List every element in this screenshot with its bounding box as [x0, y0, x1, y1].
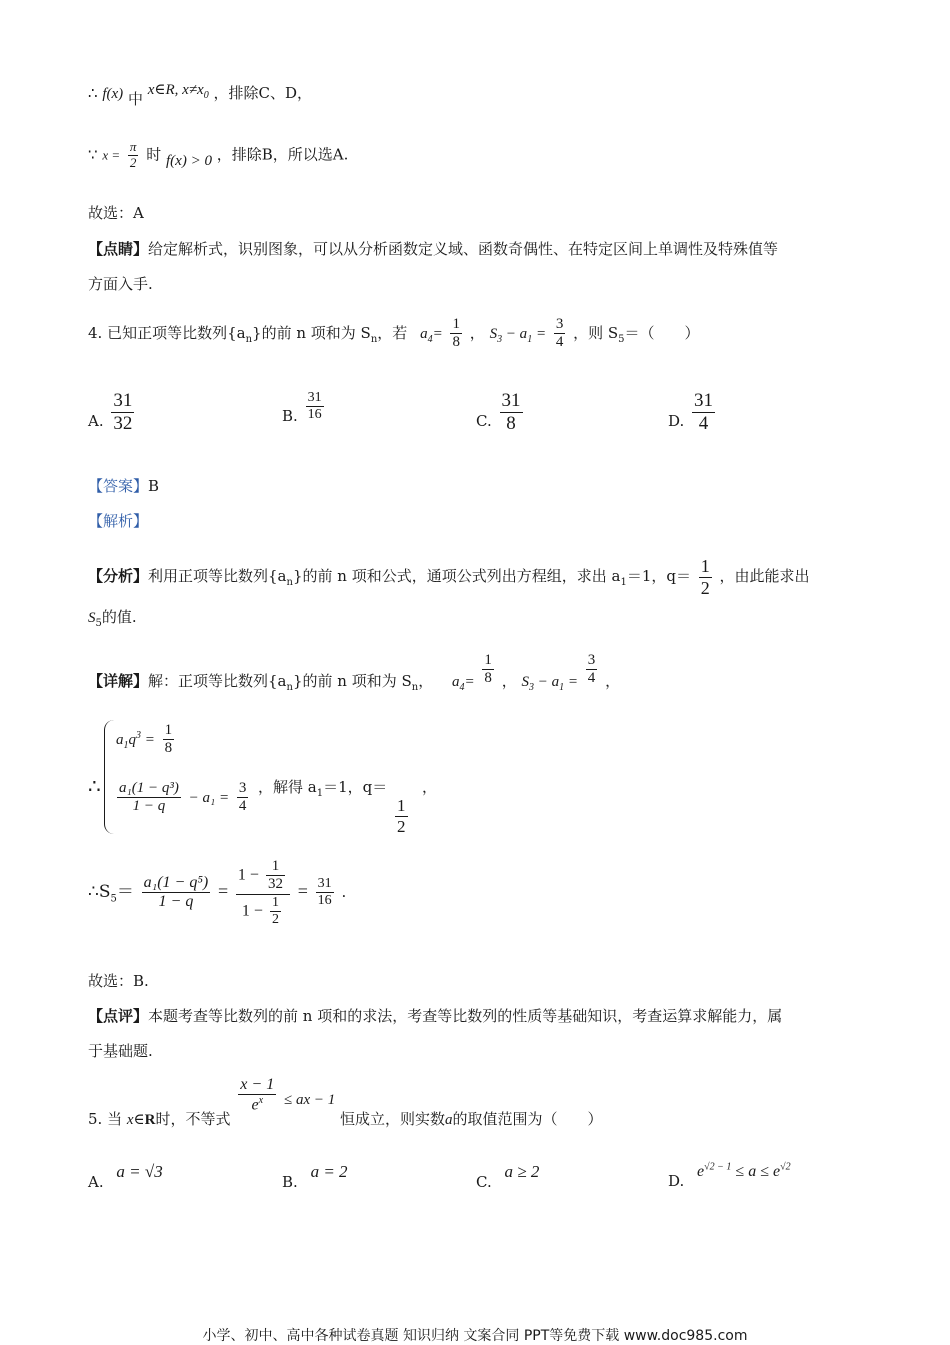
q4-option-d[interactable]: D. $\frac{31}{4}$ — [668, 390, 714, 434]
q4-option-a[interactable]: A. $\frac{31}{32}$ — [88, 390, 133, 434]
prev-comment-line-2: 方面入手. — [88, 275, 153, 293]
q5-option-b[interactable]: B. a = 2 — [282, 1162, 348, 1191]
math-domain: x∈R, $x\ne x_0$ — [147, 82, 209, 101]
q5-stem: 5. 当 x∈R时，不等式 $\frac{x - 1}{e^x}$ ≤ ax − 1 恒成立，则实数a的取值范围为（ ） — [88, 1076, 603, 1128]
q4-cond-s3: $S_3 - a_1$ = — [489, 325, 547, 345]
q4-dianping-line-1: 【点评】本题考查等比数列的前 n 项和的求法，考查等比数列的性质等基础知识，考查运算求解能力，属 — [88, 1007, 783, 1025]
q4-answer — [88, 475, 159, 496]
system-eq-1: $a_1q^3$ = $\frac{1}{8}$ — [116, 722, 173, 757]
prev-answer-line: 故选：A — [88, 204, 144, 222]
comment-label: 【点睛】 — [88, 240, 149, 258]
q5-option-d[interactable]: D. $e^{√2 - 1} \le a \le e^{√2}$ — [668, 1162, 791, 1191]
system-solution: ，解得 $a_1=1$，q＝ ， — [258, 778, 438, 799]
math-pi-over-2: $\frac{\pi}{2}$ — [129, 139, 137, 170]
q4-fenxi-line-1: 【分析】利用正项等比数列$\{a_n\}$的前 n 项和公式，通项公式列出方程组，求出 $a_1=1$，q＝ $\frac{1}{2}$ ，由此能求出 — [88, 556, 810, 598]
q4-option-c[interactable]: C. $\frac{31}{8}$ — [476, 390, 521, 434]
q4-xiangjie-line: 【详解】解：正项等比数列$\{a_n\}$的前 n 项和为 $S_n$， $a_4=$ $\frac{1}{8}$ ， $S_3 - a_1$ = $\frac{3}{4}$ ， — [88, 652, 621, 693]
q4-cond-a4: $a_4=$ — [420, 325, 443, 345]
q4-final-answer: 故选：B. — [88, 972, 149, 990]
math-fx: f(x) — [102, 86, 124, 102]
math-x-eq: x = — [102, 147, 121, 163]
system-eq-2: $\frac{\text{a₁(1 − q³)}}{1 - q}$ − a₁ = $\frac{3}{4}$ — [119, 780, 247, 815]
q4-dianping-line-2: 于基础题. — [88, 1042, 153, 1060]
q4-analysis-label: 【解析】 — [88, 512, 149, 530]
text-zhong: 中 — [127, 90, 143, 108]
q4-frac-3-4: $\frac{3}{4}$ — [555, 316, 564, 351]
s5-computation: $\therefore S_5=$ $\frac{\text{a₁(1 − q⁵)}}{1 - q}$ = 1 − $\frac{1}{32}$ 1 − $\frac{1}{2}$ = $\frac{31}{16}$ . — [88, 858, 347, 927]
text-exclude-cd: ，排除C、D， — [213, 84, 313, 102]
q5-option-a[interactable]: A. a = √3 — [88, 1162, 163, 1191]
math-fx-gt-0: f(x) > 0 — [166, 153, 212, 170]
page-footer: 小学、初中、高中各种试卷真题 知识归纳 文案合同 PPT等免费下载 www.doc985.com — [202, 1328, 748, 1344]
prev-comment-line-1 — [88, 238, 778, 259]
system-therefore: ∴ — [88, 774, 101, 798]
text-shi: 时 — [146, 145, 162, 164]
prev-line-2 — [88, 140, 348, 171]
answer-value: B — [148, 477, 160, 495]
q4-frac-1-8: $\frac{1}{8}$ — [452, 316, 460, 351]
comment-text: 给定解析式，识别图象，可以从分析函数定义域、函数奇偶性、在特定区间上单调性及特殊值等 — [148, 240, 779, 258]
prev-line-1 — [88, 82, 313, 108]
q4-stem: 4. 已知正项等比数列$\{a_n\}$的前 n 项和为 $S_n$，若 $a_4=$ $\frac{1}{8}$ ， $S_3 - a_1$ = $\frac{3}{4}$ ，则 $S_5=$（ ） — [88, 316, 700, 351]
q5-option-c[interactable]: C. a ≥ 2 — [476, 1162, 540, 1191]
therefore-symbol: ∴ — [88, 84, 98, 102]
text-exclude-b: ，排除B，所以选A. — [216, 145, 349, 164]
q4-option-b[interactable]: B. $\frac{31}{16}$ — [282, 390, 322, 425]
answer-label: 【答案】 — [88, 477, 149, 495]
system-q-frac: $\frac{1}{2}$ — [397, 796, 406, 836]
because-symbol: ∵ — [88, 145, 98, 164]
fenxi-q-frac: $\frac{1}{2}$ — [700, 556, 710, 598]
q4-fenxi-line-2: $S_5$的值. — [88, 608, 137, 629]
